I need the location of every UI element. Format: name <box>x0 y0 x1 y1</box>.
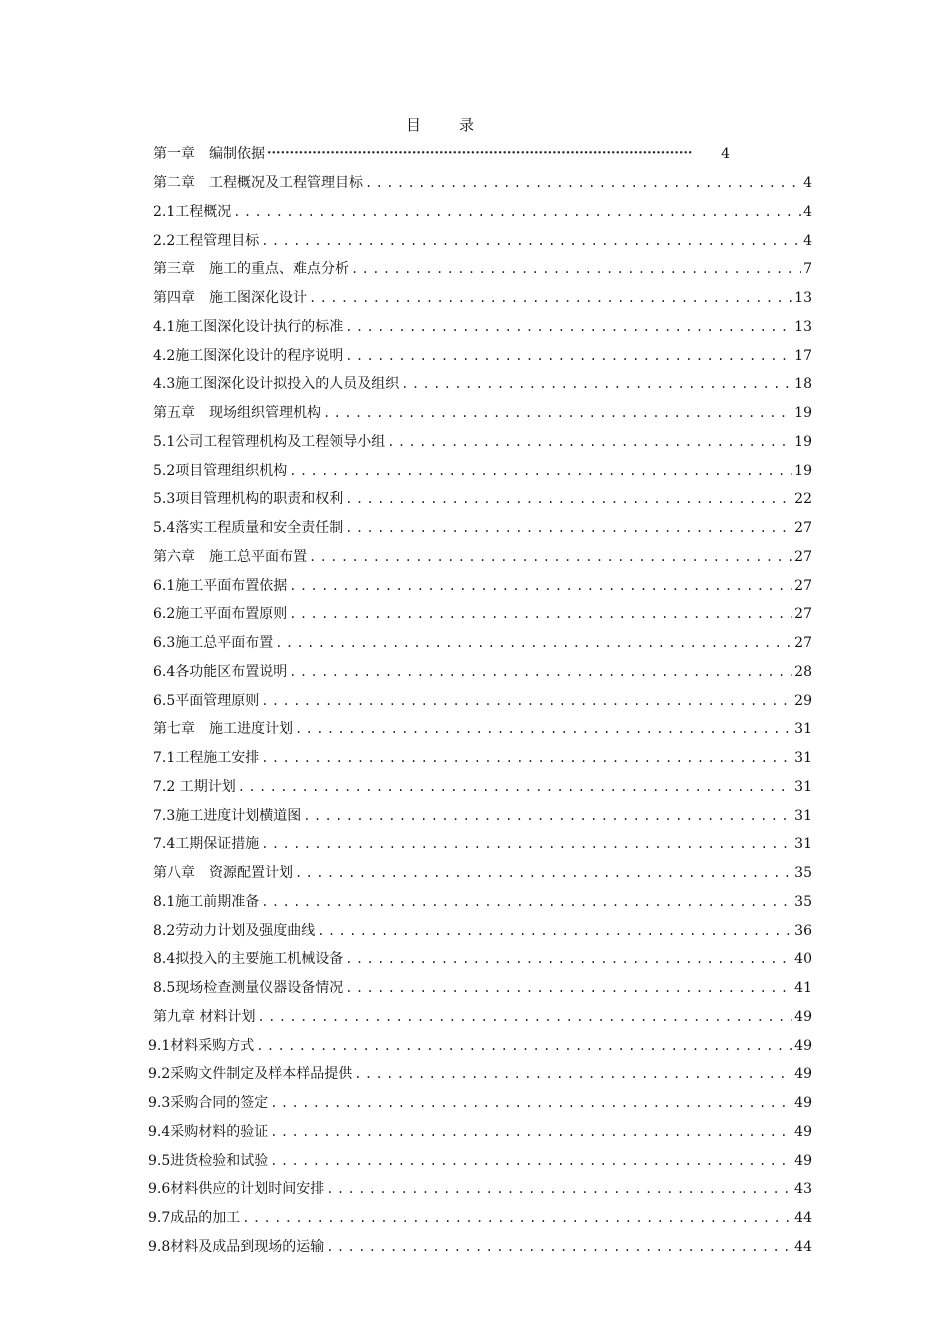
toc-entry-label: 9.1材料采购方式 <box>148 1037 255 1054</box>
toc-entry-leader-dots <box>289 576 792 596</box>
toc-entry-leader-dots <box>289 662 792 682</box>
toc-entry-leader-dots <box>345 317 792 337</box>
toc-entry-page-number: 31 <box>794 778 812 795</box>
toc-entry-leader-dots <box>267 144 719 164</box>
toc-entry-leader-dots <box>261 748 792 768</box>
toc-entry-page-number: 40 <box>794 951 812 968</box>
toc-entry-leader-dots <box>345 949 792 969</box>
toc-entry-page-number: 19 <box>794 405 812 422</box>
toc-entry-page-number: 35 <box>794 893 812 910</box>
toc-entry[interactable] <box>0 1204 812 1233</box>
toc-entry[interactable] <box>0 1089 812 1118</box>
toc-entry-label: 8.1施工前期准备 <box>153 893 260 910</box>
toc-entry[interactable] <box>0 1060 812 1089</box>
toc-entry-label: 5.1公司工程管理机构及工程领导小组 <box>153 433 386 450</box>
toc-title <box>0 114 880 135</box>
toc-entry-page-number: 18 <box>794 376 812 393</box>
toc-entry-page-number: 49 <box>794 1095 812 1112</box>
toc-entry-page-number: 27 <box>794 635 812 652</box>
toc-entry-leader-dots <box>270 1122 792 1142</box>
toc-entry[interactable] <box>0 715 812 744</box>
toc-entry-label: 4.3施工图深化设计拟投入的人员及组织 <box>153 376 400 393</box>
toc-title-left: 目 <box>405 116 421 134</box>
toc-entry-leader-dots <box>401 374 792 394</box>
toc-entry-page-number: 31 <box>794 721 812 738</box>
toc-entry[interactable] <box>0 341 812 370</box>
toc-entry-label: 8.5现场检查测量仪器设备情况 <box>153 980 344 997</box>
toc-entry-leader-dots <box>242 1208 792 1228</box>
toc-entry-page-number: 29 <box>794 692 812 709</box>
toc-entry-leader-dots <box>261 231 801 251</box>
toc-entry-label: 9.2采购文件制定及样本样品提供 <box>148 1066 353 1083</box>
toc-entry[interactable] <box>0 543 812 572</box>
toc-entry-page-number: 27 <box>794 606 812 623</box>
toc-entry[interactable] <box>0 370 812 399</box>
toc-entry-leader-dots <box>365 173 801 193</box>
toc-entry-label: 5.3项目管理机构的职责和权利 <box>153 491 344 508</box>
toc-entry-label: 9.8材料及成品到现场的运输 <box>148 1238 325 1255</box>
toc-entry-page-number: 7 <box>803 261 812 278</box>
toc-entry-leader-dots <box>345 489 792 509</box>
toc-entry-leader-dots <box>289 604 792 624</box>
toc-entry-leader-dots <box>256 1036 792 1056</box>
toc-entry-label: 9.7成品的加工 <box>148 1210 241 1227</box>
toc-entry[interactable] <box>0 830 812 859</box>
toc-entry-leader-dots <box>233 202 801 222</box>
toc-entry[interactable] <box>0 1031 812 1060</box>
toc-entry-label: 7.2 工期计划 <box>153 778 236 795</box>
toc-entry-label: 6.1施工平面布置依据 <box>153 577 288 594</box>
toc-entry-label: 6.2施工平面布置原则 <box>153 606 288 623</box>
toc-entry[interactable] <box>0 1003 812 1032</box>
toc-entry-page-number: 27 <box>794 548 812 565</box>
toc-entry[interactable] <box>0 284 812 313</box>
toc-entry[interactable] <box>0 571 812 600</box>
toc-entry-leader-dots <box>270 1093 792 1113</box>
toc-entry[interactable] <box>0 198 812 227</box>
toc-entry[interactable] <box>0 1175 812 1204</box>
toc-entry[interactable] <box>0 514 812 543</box>
toc-entry[interactable] <box>0 399 812 428</box>
toc-entry-label: 第七章 施工进度计划 <box>153 721 293 738</box>
toc-entry-leader-dots <box>289 461 792 481</box>
toc-entry-page-number: 4 <box>803 203 812 220</box>
toc-entry-label: 2.1工程概况 <box>153 203 232 220</box>
toc-entry-page-number: 13 <box>794 318 812 335</box>
toc-entry-leader-dots <box>261 892 792 912</box>
toc-entry-label: 9.6材料供应的计划时间安排 <box>148 1181 325 1198</box>
toc-entry-label: 6.3施工总平面布置 <box>153 635 274 652</box>
toc-entry-leader-dots <box>345 978 792 998</box>
toc-entry-leader-dots <box>326 1237 792 1257</box>
toc-entry[interactable] <box>0 226 812 255</box>
toc-entry-label: 第一章 编制依据 <box>153 146 265 163</box>
toc-entry-page-number: 44 <box>794 1210 812 1227</box>
toc-entry[interactable] <box>0 744 812 773</box>
toc-entry-page-number: 4 <box>803 175 812 192</box>
toc-entry-label: 5.2项目管理组织机构 <box>153 462 288 479</box>
toc-entry-page-number: 31 <box>794 807 812 824</box>
toc-entry-leader-dots <box>257 1007 792 1027</box>
toc-entry-page-number: 31 <box>794 750 812 767</box>
toc-entry-leader-dots <box>351 259 801 279</box>
toc-entry[interactable] <box>0 801 812 830</box>
toc-entry[interactable] <box>0 859 812 888</box>
toc-entry-label: 6.4各功能区布置说明 <box>153 663 288 680</box>
toc-entry-label: 7.4工期保证措施 <box>153 836 260 853</box>
toc-entry[interactable] <box>0 600 812 629</box>
toc-entry-label: 第二章 工程概况及工程管理目标 <box>153 175 363 192</box>
toc-entry-leader-dots <box>275 633 792 653</box>
toc-entry-label: 第九章 材料计划 <box>153 1008 256 1025</box>
toc-entry-page-number: 49 <box>794 1152 812 1169</box>
toc-entry-label: 5.4落实工程质量和安全责任制 <box>153 520 344 537</box>
toc-entry-label: 第五章 现场组织管理机构 <box>153 405 321 422</box>
toc-entry-page-number: 19 <box>794 433 812 450</box>
toc-entry-leader-dots <box>261 834 792 854</box>
toc-entry[interactable] <box>0 485 812 514</box>
toc-entry-page-number: 36 <box>794 922 812 939</box>
toc-entry-page-number: 19 <box>794 462 812 479</box>
toc-entry-page-number: 43 <box>794 1181 812 1198</box>
toc-entry-leader-dots <box>261 691 792 711</box>
toc-entry-leader-dots <box>345 346 792 366</box>
toc-entry-leader-dots <box>295 863 792 883</box>
toc-entry[interactable] <box>0 686 812 715</box>
toc-entry-page-number: 22 <box>794 491 812 508</box>
toc-entry-page-number: 49 <box>794 1008 812 1025</box>
toc-entry-label: 第三章 施工的重点、难点分析 <box>153 261 349 278</box>
toc-entry[interactable] <box>0 169 812 198</box>
toc-entry[interactable] <box>0 313 812 342</box>
toc-entry-page-number: 49 <box>794 1123 812 1140</box>
toc-entry[interactable] <box>0 658 812 687</box>
toc-entry-page-number: 17 <box>794 347 812 364</box>
toc-entry-label: 7.3施工进度计划横道图 <box>153 807 302 824</box>
toc-entry-label: 9.4采购材料的验证 <box>148 1123 269 1140</box>
toc-entry-label: 6.5平面管理原则 <box>153 692 260 709</box>
toc-entry[interactable] <box>0 974 812 1003</box>
toc-entry[interactable] <box>0 916 812 945</box>
toc-entry[interactable] <box>0 1233 812 1262</box>
toc-entry-page-number: 27 <box>794 520 812 537</box>
toc-entry-page-number: 44 <box>794 1238 812 1255</box>
toc-entry[interactable] <box>0 428 812 457</box>
toc-entry-leader-dots <box>295 719 792 739</box>
toc-entry-label: 9.5进货检验和试验 <box>148 1152 269 1169</box>
toc-entry-page-number: 13 <box>794 290 812 307</box>
toc-entry-page-number: 35 <box>794 865 812 882</box>
toc-entry-leader-dots <box>326 1179 792 1199</box>
toc-entry-leader-dots <box>354 1064 792 1084</box>
toc-entry-leader-dots <box>345 518 792 538</box>
toc-entry-label: 2.2工程管理目标 <box>153 232 260 249</box>
toc-entry-page-number: 31 <box>794 836 812 853</box>
toc-entry-page-number: 49 <box>794 1037 812 1054</box>
toc-entry-leader-dots <box>238 777 792 797</box>
toc-entry-label: 4.1施工图深化设计执行的标准 <box>153 318 344 335</box>
toc-entry-label: 9.3采购合同的签定 <box>148 1095 269 1112</box>
toc-entry[interactable] <box>0 255 812 284</box>
toc-entry[interactable] <box>0 1118 812 1147</box>
toc-entry-leader-dots <box>303 806 792 826</box>
toc-entry-label: 第六章 施工总平面布置 <box>153 548 307 565</box>
toc-entry-leader-dots <box>309 288 792 308</box>
toc-entry[interactable] <box>0 945 812 974</box>
toc-entry-page-number: 4 <box>721 146 730 163</box>
toc-title-right: 录 <box>459 116 475 134</box>
toc-entry-label: 8.4拟投入的主要施工机械设备 <box>153 951 344 968</box>
toc-entry-leader-dots <box>317 921 792 941</box>
toc-entry-page-number: 27 <box>794 577 812 594</box>
toc-entry-leader-dots <box>309 547 792 567</box>
toc-entry[interactable] <box>0 140 730 169</box>
toc-entry-leader-dots <box>270 1151 792 1171</box>
toc-entry-label: 4.2施工图深化设计的程序说明 <box>153 347 344 364</box>
toc-entry-leader-dots <box>323 403 792 423</box>
toc-entry-label: 第四章 施工图深化设计 <box>153 290 307 307</box>
toc-entry-label: 第八章 资源配置计划 <box>153 865 293 882</box>
toc-entry[interactable] <box>0 1146 812 1175</box>
toc-entry-leader-dots <box>387 432 792 452</box>
toc-entry-label: 8.2劳动力计划及强度曲线 <box>153 922 316 939</box>
toc-entry-page-number: 28 <box>794 663 812 680</box>
toc-entry[interactable] <box>0 773 812 802</box>
toc-entry[interactable] <box>0 629 812 658</box>
toc-list <box>0 140 950 1261</box>
toc-entry-page-number: 4 <box>803 232 812 249</box>
toc-entry[interactable] <box>0 456 812 485</box>
toc-entry-page-number: 41 <box>794 980 812 997</box>
toc-entry-page-number: 49 <box>794 1066 812 1083</box>
toc-entry[interactable] <box>0 888 812 917</box>
toc-entry-label: 7.1工程施工安排 <box>153 750 260 767</box>
